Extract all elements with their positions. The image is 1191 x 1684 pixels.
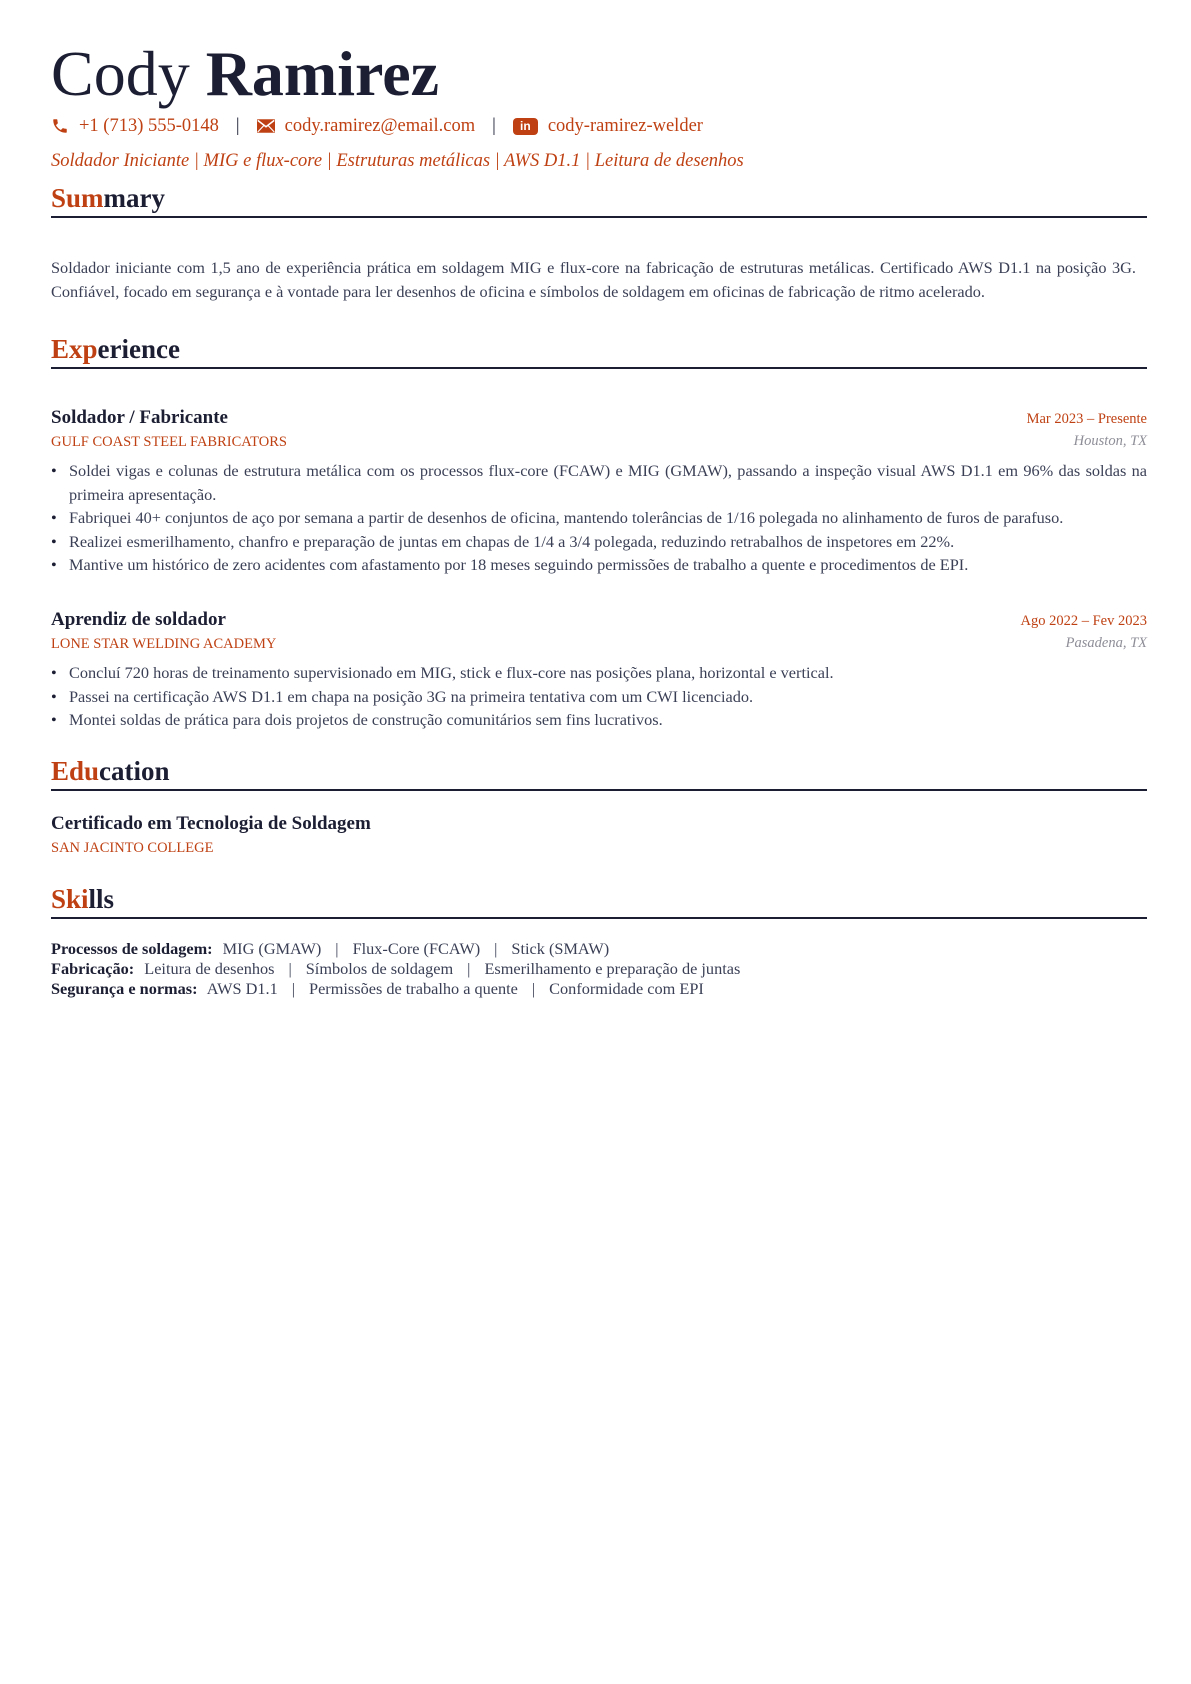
section-title-rest: erience [97,334,180,364]
section-title-experience [51,332,1147,369]
skill-separator: | [288,959,292,978]
job-title: Soldador / Fabricante [51,407,228,428]
job-bullets [51,661,1147,732]
job-title: Aprendiz de soldador [51,609,226,630]
list-item: • Realizei esmerilhamento, chanfro e preparação de juntas em chapas de 1/4 a 3/4 polegada, reduzindo retrabalhos de inspetores em 22%. [51,530,1147,554]
job-location: Pasadena, TX [1065,635,1147,651]
envelope-icon [257,119,275,133]
skill-item: Flux-Core (FCAW) [352,939,481,958]
section-title-rest: mary [103,183,166,213]
contact-linkedin[interactable] [513,116,703,137]
skill-separator: | [291,979,296,998]
skill-item: Esmerilhamento e preparação de juntas [484,959,741,978]
contact-separator: | [235,115,240,136]
candidate-name [51,34,439,114]
contact-row [51,113,703,139]
skill-separator: | [494,939,498,958]
section-title-accent: Ski [51,884,89,914]
section-title-rest: cation [99,756,170,786]
section-title-accent: Edu [51,756,100,786]
first-name: Cody [51,38,190,109]
summary-text: Soldador iniciante com 1,5 ano de experiência prática em soldagem MIG e flux-core na fabricação de estruturas metálicas. Certificado AWS D1.1 na posição 3G. Confiável, focado em segurança e à vontade para ler desenhos de oficina e símbolos de soldagem em oficinas de fabricação de ritmo acelerado. [51,258,1136,301]
section-title-summary [51,181,1147,218]
phone-icon [51,117,69,135]
degree-title: Certificado em Tecnologia de Soldagem [51,813,371,834]
tagline: Soldador Iniciante | MIG e flux-core | Estruturas metálicas | AWS D1.1 | Leitura de desenhos [51,151,744,171]
list-item: • Concluí 720 horas de treinamento supervisionado em MIG, stick e flux-core nas posições plana, horizontal e vertical. [51,661,1147,685]
job-dates: Ago 2022 – Fev 2023 [1020,613,1147,629]
job-company: GULF COAST STEEL FABRICATORS [51,434,287,450]
last-name: Ramirez [205,38,440,109]
list-item: • Mantive um histórico de zero acidentes com afastamento por 18 meses seguindo permissões de trabalho a quente e procedimentos de EPI. [51,553,1147,577]
phone-text: +1 (713) 555-0148 [79,115,219,136]
skill-item: Permissões de trabalho a quente [309,979,518,998]
contact-email[interactable] [257,116,475,137]
skill-item: MIG (GMAW) [222,939,322,958]
linkedin-icon: in [513,118,538,135]
linkedin-text: cody-ramirez-welder [547,115,703,136]
contact-separator: | [492,115,496,136]
list-item: • Soldei vigas e colunas de estrutura metálica com os processos flux-core (FCAW) e MIG (GMAW), passando a inspeção visual AWS D1.1 em 96% das soldas na primeira apresentação. [51,459,1147,506]
list-item: • Montei soldas de prática para dois projetos de construção comunitários sem fins lucrativos. [51,708,1147,732]
section-title-accent: Exp [51,334,98,364]
section-title-skills [51,882,1147,919]
email-text: cody.ramirez@email.com [284,115,476,136]
skill-item: Stick (SMAW) [511,939,610,958]
skill-separator: | [335,939,339,958]
skill-group [51,939,740,959]
skill-item: Símbolos de soldagem [305,959,454,978]
job-company: LONE STAR WELDING ACADEMY [51,636,277,652]
job-location: Houston, TX [1073,433,1147,449]
skill-item: AWS D1.1 [206,979,278,998]
skill-group [51,959,740,979]
list-item: • Fabriquei 40+ conjuntos de aço por semana a partir de desenhos de oficina, mantendo tolerâncias de 1/16 polegada no alinhamento de furos de parafuso. [51,506,1147,530]
skills-list [51,939,740,999]
skill-item: Conformidade com EPI [549,979,704,998]
skill-group-label: Fabricação: [51,959,135,978]
job-dates: Mar 2023 – Presente [1026,411,1147,427]
section-title-education [51,754,1147,791]
skill-separator: | [467,959,471,978]
skill-group [51,979,740,999]
job-bullets [51,459,1147,577]
list-item: • Passei na certificação AWS D1.1 em chapa na posição 3G na primeira tentativa com um CWI licenciado. [51,685,1147,709]
school-name: SAN JACINTO COLLEGE [51,840,214,856]
contact-phone[interactable] [51,116,219,137]
skill-group-label: Processos de soldagem: [51,939,213,958]
skill-separator: | [531,979,536,998]
skill-group-label: Segurança e normas: [51,979,198,998]
section-title-accent: Sum [51,183,104,213]
skill-item: Leitura de desenhos [144,959,275,978]
section-title-rest: lls [88,884,115,914]
